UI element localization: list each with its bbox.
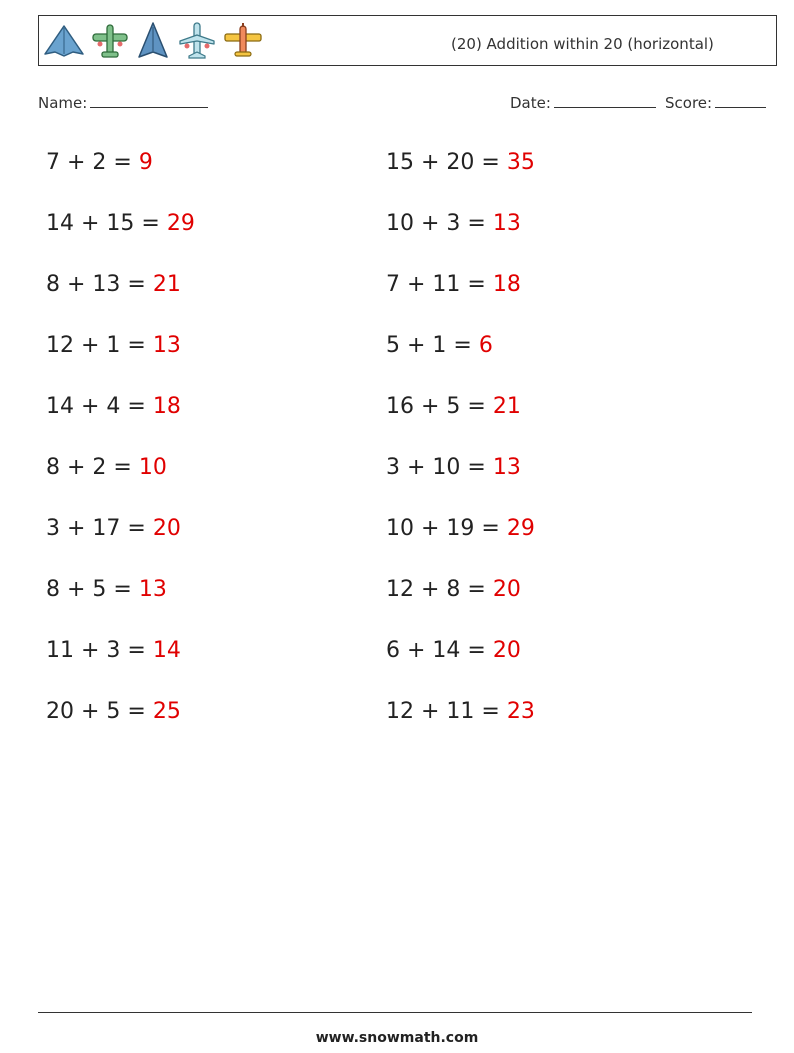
answer-text: 20 xyxy=(152,516,181,541)
problem-row xyxy=(46,633,746,694)
problem-row xyxy=(46,328,746,389)
problem-item xyxy=(46,450,386,511)
question-text: 3 + 17 = xyxy=(46,516,153,541)
question-text: 8 + 13 = xyxy=(46,272,153,297)
score-label: Score: xyxy=(665,94,713,112)
question-text: 14 + 4 = xyxy=(46,394,153,419)
problem-item xyxy=(46,694,386,755)
answer-text: 21 xyxy=(492,394,521,419)
propeller-plane-yellow-icon xyxy=(223,22,263,60)
problem-row xyxy=(46,694,746,755)
problem-item xyxy=(46,267,386,328)
footer-divider xyxy=(38,1012,752,1013)
question-text: 20 + 5 = xyxy=(46,699,153,724)
problem-item xyxy=(46,328,386,389)
problem-row xyxy=(46,267,746,328)
answer-text: 35 xyxy=(506,150,535,175)
name-field[interactable] xyxy=(38,93,208,112)
problem-item xyxy=(386,267,726,328)
date-blank[interactable] xyxy=(554,93,656,108)
problem-item xyxy=(46,633,386,694)
date-field[interactable] xyxy=(510,93,656,112)
question-text: 12 + 8 = xyxy=(386,577,493,602)
answer-text: 18 xyxy=(152,394,181,419)
problem-item xyxy=(46,511,386,572)
date-label: Date: xyxy=(510,94,551,112)
problem-row xyxy=(46,206,746,267)
answer-text: 25 xyxy=(152,699,181,724)
question-text: 7 + 2 = xyxy=(46,150,139,175)
question-text: 11 + 3 = xyxy=(46,638,153,663)
answer-text: 13 xyxy=(492,455,521,480)
propeller-plane-green-icon xyxy=(91,22,129,60)
problem-item xyxy=(386,694,726,755)
problem-item xyxy=(386,572,726,633)
problem-row xyxy=(46,511,746,572)
problem-item xyxy=(386,389,726,450)
problem-grid xyxy=(46,145,746,755)
problem-item xyxy=(386,145,726,206)
question-text: 12 + 1 = xyxy=(46,333,153,358)
question-text: 10 + 3 = xyxy=(386,211,493,236)
worksheet-header xyxy=(38,15,777,66)
problem-item xyxy=(386,206,726,267)
stealth-jet-blue-icon xyxy=(135,21,171,61)
answer-text: 29 xyxy=(166,211,195,236)
answer-text: 18 xyxy=(492,272,521,297)
answer-text: 21 xyxy=(152,272,181,297)
question-text: 6 + 14 = xyxy=(386,638,493,663)
question-text: 10 + 19 = xyxy=(386,516,507,541)
name-label: Name: xyxy=(38,94,88,112)
problem-item xyxy=(386,450,726,511)
answer-text: 14 xyxy=(152,638,181,663)
score-blank[interactable] xyxy=(715,93,766,108)
answer-text: 20 xyxy=(492,577,521,602)
question-text: 12 + 11 = xyxy=(386,699,507,724)
score-field[interactable] xyxy=(665,93,766,112)
footer-site-link[interactable]: www.snowmath.com xyxy=(315,1030,479,1046)
problem-item xyxy=(46,206,386,267)
question-text: 16 + 5 = xyxy=(386,394,493,419)
header-icons xyxy=(43,20,263,62)
problem-item xyxy=(386,633,726,694)
question-text: 8 + 2 = xyxy=(46,455,139,480)
answer-text: 13 xyxy=(492,211,521,236)
problem-item xyxy=(386,511,726,572)
name-blank[interactable] xyxy=(90,93,208,108)
problem-row xyxy=(46,389,746,450)
question-text: 3 + 10 = xyxy=(386,455,493,480)
question-text: 15 + 20 = xyxy=(386,150,507,175)
worksheet-title: (20) Addition within 20 (horizontal) xyxy=(451,35,714,53)
question-text: 14 + 15 = xyxy=(46,211,167,236)
problem-row xyxy=(46,450,746,511)
answer-text: 13 xyxy=(152,333,181,358)
question-text: 8 + 5 = xyxy=(46,577,139,602)
answer-text: 20 xyxy=(492,638,521,663)
question-text: 5 + 1 = xyxy=(386,333,479,358)
question-text: 7 + 11 = xyxy=(386,272,493,297)
problem-item xyxy=(46,389,386,450)
problem-item xyxy=(386,328,726,389)
problem-row xyxy=(46,572,746,633)
answer-text: 29 xyxy=(506,516,535,541)
jet-plane-blue-icon xyxy=(43,24,85,58)
answer-text: 13 xyxy=(138,577,167,602)
problem-row xyxy=(46,145,746,206)
answer-text: 23 xyxy=(506,699,535,724)
airliner-cyan-icon xyxy=(177,21,217,61)
answer-text: 6 xyxy=(478,333,493,358)
problem-item xyxy=(46,145,386,206)
answer-text: 9 xyxy=(138,150,153,175)
answer-text: 10 xyxy=(138,455,167,480)
problem-item xyxy=(46,572,386,633)
